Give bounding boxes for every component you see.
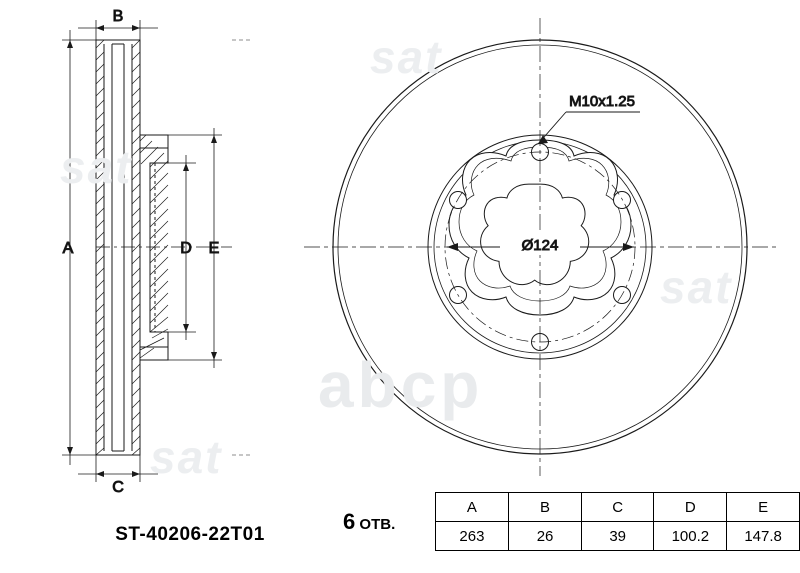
value-c: 39 bbox=[581, 522, 654, 551]
projection-ticks bbox=[232, 40, 250, 455]
header-a: A bbox=[435, 493, 509, 522]
part-number: ST-40206-22T01 bbox=[115, 524, 265, 545]
spec-table bbox=[339, 492, 800, 551]
watermark-abcp: abcp bbox=[318, 349, 484, 421]
value-a: 263 bbox=[435, 522, 509, 551]
disc-section-profile bbox=[96, 40, 140, 455]
dim-e-label: E bbox=[208, 240, 220, 257]
dimension-c bbox=[78, 455, 158, 482]
watermark-sat-right: sat bbox=[660, 261, 733, 313]
header-d: D bbox=[654, 493, 727, 522]
thread-label: M10x1.25 bbox=[569, 93, 635, 110]
pcd-label: Ø124 bbox=[521, 237, 559, 254]
holes-count: 6 bbox=[343, 508, 356, 534]
holes-cell bbox=[339, 493, 435, 551]
value-e: 147.8 bbox=[727, 522, 800, 551]
holes-label: ОТВ. bbox=[359, 515, 396, 533]
value-b: 26 bbox=[509, 522, 582, 551]
dim-a-label: A bbox=[62, 240, 74, 257]
disc-hat-section bbox=[140, 135, 168, 360]
header-c: C bbox=[581, 493, 654, 522]
header-e: E bbox=[727, 493, 800, 522]
dim-d-label: D bbox=[180, 240, 192, 257]
watermark-sat-bottom: sat bbox=[150, 431, 223, 483]
table-header-row bbox=[339, 493, 800, 522]
watermark-sat-left: sat bbox=[60, 141, 133, 193]
dim-c-label: C bbox=[112, 479, 124, 496]
header-b: B bbox=[509, 493, 582, 522]
watermark-sat-top: sat bbox=[370, 31, 443, 83]
dim-b-label: B bbox=[112, 8, 124, 25]
value-d: 100.2 bbox=[654, 522, 727, 551]
